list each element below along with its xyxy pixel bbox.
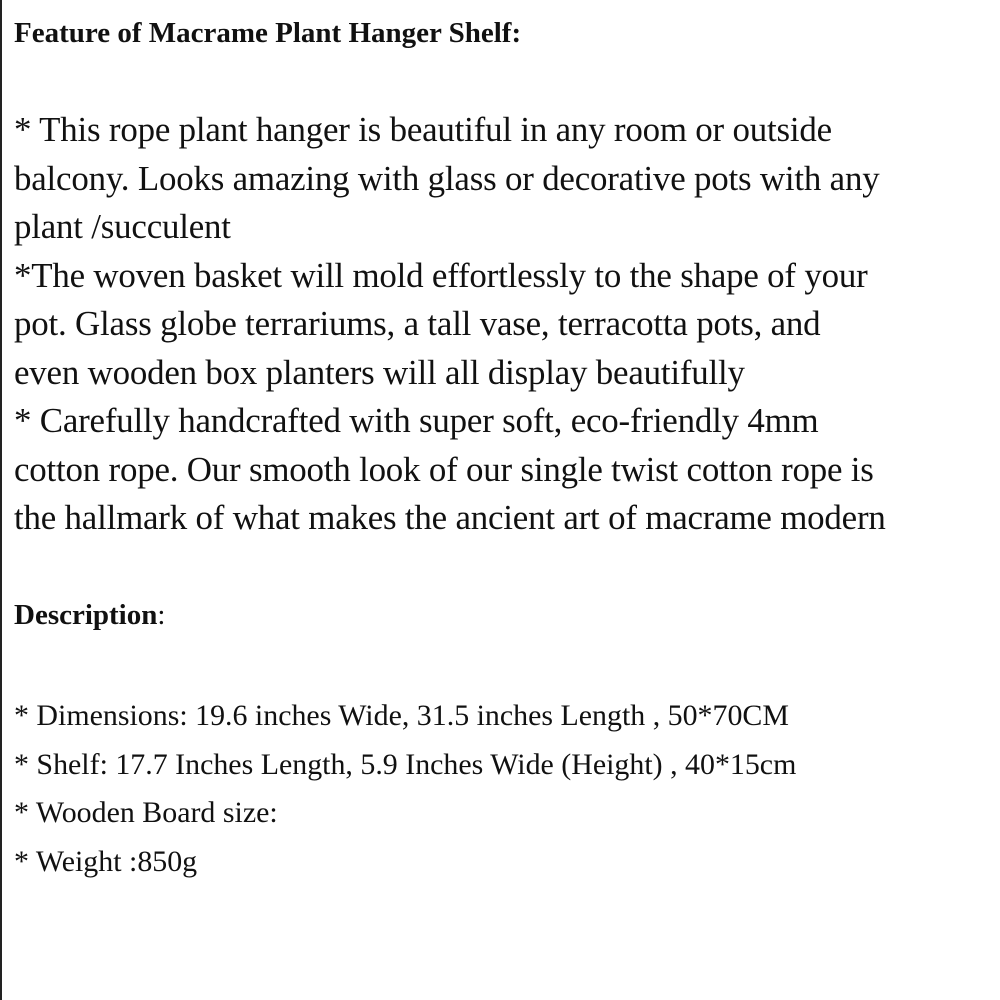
feature-line: the hallmark of what makes the ancient art of macrame modern [14,498,886,537]
spec-line-shelf: * Shelf: 17.7 Inches Length, 5.9 Inches Wide (Height) , 40*15cm [14,747,797,781]
spec-line-board-size: * Wooden Board size: [14,796,278,829]
description-heading-colon: : [157,599,166,631]
feature-line: *The woven basket will mold effortlessly to the shape of your [14,255,868,295]
description-heading [14,598,165,632]
feature-line: cotton rope. Our smooth look of our single twist cotton rope is [14,449,874,489]
description-heading-text: Description [14,599,158,631]
feature-line: * Carefully handcrafted with super soft, eco-friendly 4mm [14,401,819,440]
spec-line-weight: * Weight :850g [14,844,198,878]
feature-heading: Feature of Macrame Plant Hanger Shelf: [14,17,522,49]
feature-line: pot. Glass globe terrariums, a tall vase, terracotta pots, and [14,304,821,343]
feature-list [14,106,999,543]
spec-list [14,692,999,886]
feature-line: even wooden box planters will all display beautifully [14,352,745,392]
spec-line-dimensions: * Dimensions: 19.6 inches Wide, 31.5 inches Length , 50*70CM [14,699,789,732]
feature-line: plant /succulent [14,207,231,246]
feature-line: balcony. Looks amazing with glass or decorative pots with any [14,158,880,198]
feature-line: * This rope plant hanger is beautiful in any room or outside [14,110,832,149]
